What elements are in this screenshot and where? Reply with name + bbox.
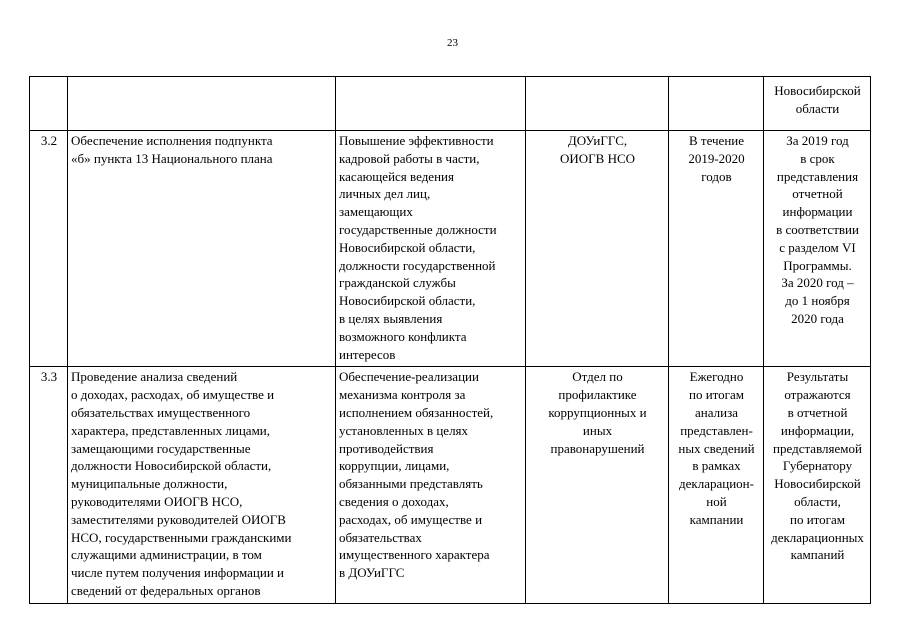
executor-cell: Отдел по профилактике коррупционных и иных правонарушений [526, 367, 669, 603]
result-cell: Результаты отражаются в отчетной информации, представляемой Губернатору Новосибирской области, по итогам декларационных кампаний [764, 367, 871, 603]
plan-table [29, 76, 871, 604]
cell-num [30, 77, 68, 131]
cell-goal [336, 77, 526, 131]
goal-cell: Обеспечение-реализации механизма контроля за исполнением обязанностей, установленных в целях противодействия коррупции, лицами, обязанными представлять сведения о доходах, расходах, об имуществе и обязательствах имущественного характера в ДОУиГГС [336, 367, 526, 603]
action-cell: Обеспечение исполнения подпункта «б» пункта 13 Национального плана [68, 131, 336, 367]
row-number: 3.2 [30, 131, 68, 367]
table-row [30, 131, 871, 367]
cell-executor [526, 77, 669, 131]
row-number: 3.3 [30, 367, 68, 603]
cell-action [68, 77, 336, 131]
executor-cell: ДОУиГГС, ОИОГВ НСО [526, 131, 669, 367]
table-row [30, 367, 871, 603]
goal-cell: Повышение эффективности кадровой работы в части, касающейся ведения личных дел лиц, замещающих государственные должности Новосибирской области, должности государственной гражданской службы Новосибирской области, в целях выявления возможного конфликта интересов [336, 131, 526, 367]
term-cell: Ежегодно по итогам анализа представлен- ных сведений в рамках декларацион- ной кампании [669, 367, 764, 603]
action-cell: Проведение анализа сведений о доходах, расходах, об имуществе и обязательствах имущественного характера, представленных лицами, замещающими государственные должности Новосибирской области, муниципальные должности, руководителями ОИОГВ НСО, заместителями руководителей ОИОГВ НСО, государственными гражданскими служащими администрации, в том числе путем получения информации и сведений от федеральных органов [68, 367, 336, 603]
page-number: 23 [447, 37, 458, 49]
result-cell: За 2019 год в срок представления отчетной информации в соответствии с разделом VI Программы. За 2020 год – до 1 ноября 2020 года [764, 131, 871, 367]
table-row-header [30, 77, 871, 131]
cell-term [669, 77, 764, 131]
term-cell: В течение 2019-2020 годов [669, 131, 764, 367]
cell-result: Новосибирской области [764, 77, 871, 131]
